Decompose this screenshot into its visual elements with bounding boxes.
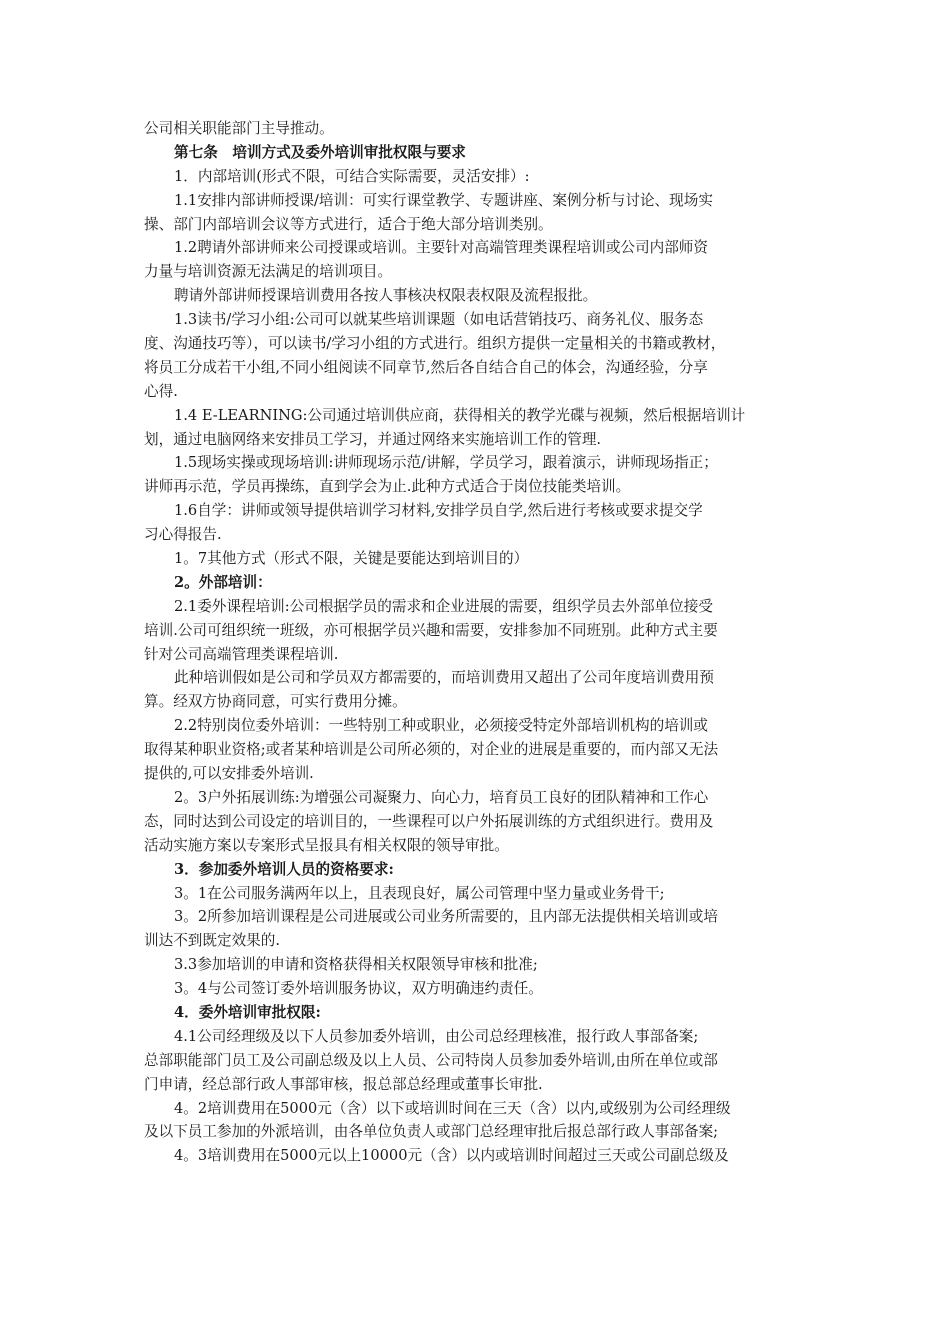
paragraph-line: 1。7其他方式（形式不限，关键是要能达到培训目的） bbox=[174, 550, 529, 568]
section-heading: 4．委外培训审批权限: bbox=[174, 1003, 321, 1021]
paragraph-line: 2。3户外拓展训练:为增强公司凝聚力、向心力，培育员工良好的团队精神和工作心 bbox=[174, 788, 709, 806]
paragraph-line: 1.5现场实操或现场培训:讲师现场示范/讲解，学员学习，跟着演示，讲师现场指正； bbox=[174, 454, 718, 472]
paragraph-line: 培训.公司可组织统一班级，亦可根据学员兴趣和需要，安排参加不同班别。此种方式主要 bbox=[144, 621, 718, 639]
paragraph-line: 及以下员工参加的外派培训，由各单位负责人或部门总经理审批后报总部行政人事部备案; bbox=[144, 1123, 719, 1141]
paragraph-line: 习心得报告. bbox=[144, 526, 222, 544]
paragraph-line: 提供的,可以安排委外培训. bbox=[144, 765, 314, 783]
paragraph-line: 3.3参加培训的申请和资格获得相关权限领导审核和批准; bbox=[174, 956, 538, 974]
section-heading: 第七条 培训方式及委外培训审批权限与要求 bbox=[174, 143, 466, 161]
paragraph-line: 1.2聘请外部讲师来公司授课或培训。主要针对高端管理类课程培训或公司内部师资 bbox=[174, 239, 708, 257]
paragraph-line: 训达不到既定效果的. bbox=[144, 932, 280, 950]
paragraph-line: 4.1公司经理级及以下人员参加委外培训，由公司总经理核准，报行政人事部备案; bbox=[174, 1027, 699, 1045]
section-heading: 2。外部培训： bbox=[174, 573, 272, 591]
section-heading: 3．参加委外培训人员的资格要求: bbox=[174, 860, 394, 878]
paragraph-line: 力量与培训资源无法满足的培训项目。 bbox=[144, 263, 393, 281]
paragraph-line: 2.2特别岗位委外培训：一些特别工种或职业，必须接受特定外部培训机构的培训或 bbox=[174, 717, 708, 735]
paragraph-line: 1.4 E-LEARNING:公司通过培训供应商，获得相关的教学光碟与视频，然后根据培训计 bbox=[174, 406, 746, 424]
paragraph-line: 3。2所参加培训课程是公司进展或公司业务所需要的，且内部无法提供相关培训或培 bbox=[174, 908, 718, 926]
paragraph-line: 态，同时达到公司设定的培训目的，一些课程可以户外拓展训练的方式组织进行。费用及 bbox=[144, 812, 714, 830]
paragraph-line: 3。1在公司服务满两年以上，且表现良好，属公司管理中坚力量或业务骨干; bbox=[174, 884, 665, 902]
paragraph-line: 此种培训假如是公司和学员双方都需要的，而培训费用又超出了公司年度培训费用预 bbox=[174, 669, 714, 687]
paragraph-line: 1.6自学：讲师或领导提供培训学习材料,安排学员自学,然后进行考核或要求提交学 bbox=[174, 502, 703, 520]
paragraph-line: 算。经双方协商同意，可实行费用分摊。 bbox=[144, 693, 407, 711]
paragraph-line: 4。3培训费用在5000元以上10000元（含）以内或培训时间超过三天或公司副总级及 bbox=[174, 1147, 729, 1165]
paragraph-line: 活动实施方案以专案形式呈报具有相关权限的领导审批。 bbox=[144, 836, 509, 854]
paragraph-line: 针对公司高端管理类课程培训. bbox=[144, 645, 339, 663]
paragraph-line: 度、沟通技巧等），可以读书/学习小组的方式进行。组织方提供一定量相关的书籍或教材， bbox=[144, 335, 726, 353]
paragraph-line: 门申请，经总部行政人事部审核，报总部总经理或董事长审批. bbox=[144, 1075, 543, 1093]
paragraph-line: 2.1委外课程培训:公司根据学员的需求和企业进展的需要，组织学员去外部单位接受 bbox=[174, 597, 713, 615]
paragraph-line: 讲师再示范，学员再操练，直到学会为止.此种方式适合于岗位技能类培训。 bbox=[144, 478, 631, 496]
paragraph-line: 总部职能部门员工及公司副总级及以上人员、公司特岗人员参加委外培训,由所在单位或部 bbox=[144, 1051, 718, 1069]
paragraph-line: 取得某种职业资格;或者某种培训是公司所必须的，对企业的进展是重要的，而内部又无法 bbox=[144, 741, 719, 759]
paragraph-line: 4。2培训费用在5000元（含）以下或培训时间在三天（含）以内,或级别为公司经理级 bbox=[174, 1099, 731, 1117]
paragraph-line: 聘请外部讲师授课培训费用各按人事核决权限表权限及流程报批。 bbox=[174, 287, 598, 305]
paragraph-line: 3。4与公司签订委外培训服务协议，双方明确违约责任。 bbox=[174, 980, 543, 998]
paragraph-line: 操、部门内部培训会议等方式进行，适合于绝大部分培训类别。 bbox=[144, 215, 553, 233]
paragraph-line: 1．内部培训(形式不限，可结合实际需要，灵活安排）: bbox=[174, 167, 530, 185]
paragraph-line: 将员工分成若干小组,不同小组阅读不同章节,然后各自结合自己的体会，沟通经验，分享 bbox=[144, 358, 708, 376]
paragraph-line: 心得. bbox=[144, 382, 178, 400]
paragraph-line: 1.1安排内部讲师授课/培训：可实行课堂教学、专题讲座、案例分析与讨论、现场实 bbox=[174, 191, 713, 209]
paragraph-line: 划，通过电脑网络来安排员工学习，并通过网络来实施培训工作的管理. bbox=[144, 430, 602, 448]
paragraph-line: 公司相关职能部门主导推动。 bbox=[144, 120, 334, 137]
document-page bbox=[144, 117, 812, 1168]
paragraph-line: 1.3读书/学习小组:公司可以就某些培训课题（如电话营销技巧、商务礼仪、服务态 bbox=[174, 311, 704, 329]
